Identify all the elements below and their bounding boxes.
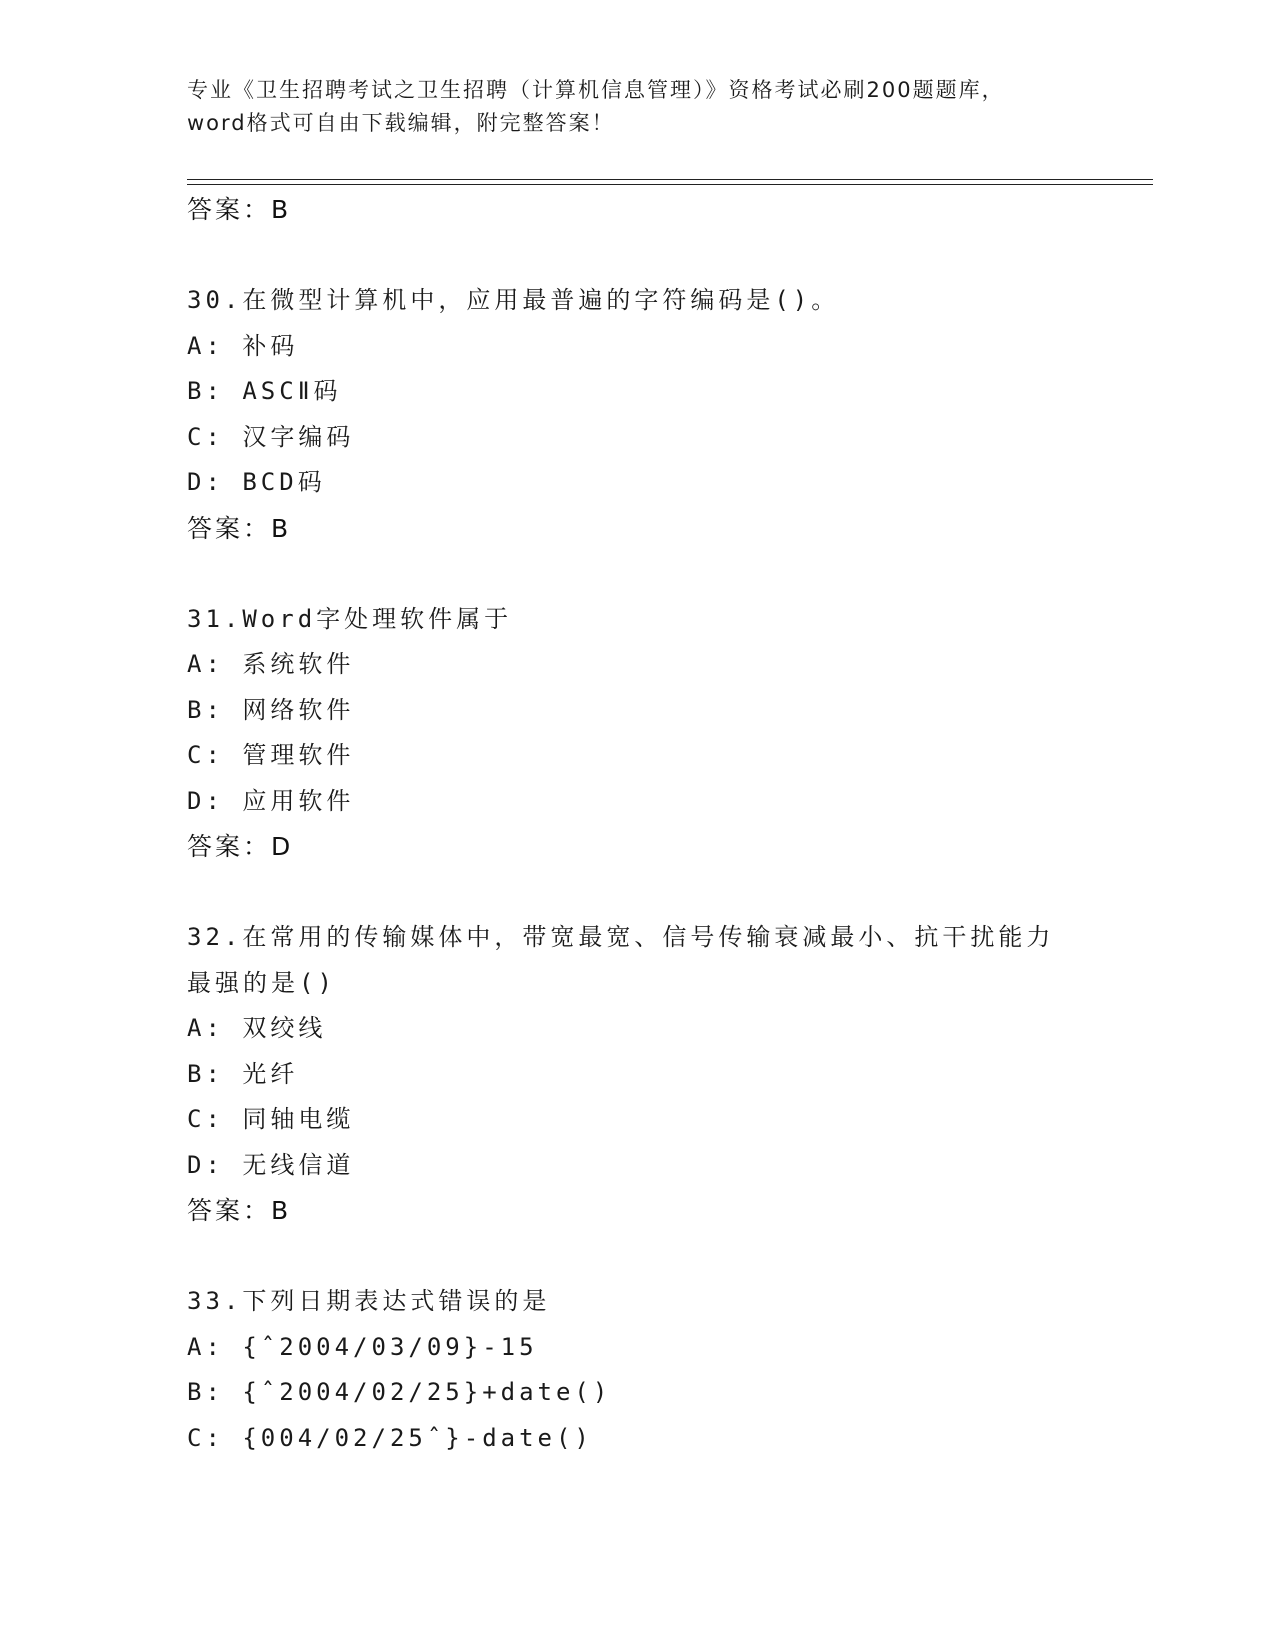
option-d: D: 应用软件 <box>187 786 355 815</box>
question-32 <box>187 915 1087 1234</box>
document-header <box>187 74 1067 140</box>
option-b: B: 光纤 <box>187 1059 299 1088</box>
answer-line: 答案：B <box>187 513 292 543</box>
question-30 <box>187 278 1087 551</box>
option-a: A: {ˆ2004/03/09}-15 <box>187 1332 538 1361</box>
option-c: C: {004/02/25ˆ}-date() <box>187 1423 593 1452</box>
option-a: A: 补码 <box>187 331 299 360</box>
option-c: C: 管理软件 <box>187 741 355 769</box>
question-31 <box>187 597 1087 870</box>
spacer <box>187 870 1087 916</box>
question-33 <box>187 1279 1087 1461</box>
option-a: A: 双绞线 <box>187 1014 327 1042</box>
question-text-line-1: 32.在常用的传输媒体中，带宽最宽、信号传输衰减最小、抗干扰能力 <box>187 923 1055 951</box>
spacer <box>187 233 1087 279</box>
option-b: B: 网络软件 <box>187 695 355 724</box>
spacer <box>187 551 1087 597</box>
header-rule-bottom <box>187 184 1153 185</box>
answer-line: 答案：B <box>187 1196 292 1225</box>
answer-line: 答案：B <box>187 195 292 224</box>
answer-line: 答案：D <box>187 832 294 861</box>
document-body <box>187 187 1087 1461</box>
header-line-1: 专业《卫生招聘考试之卫生招聘（计算机信息管理）》资格考试必刷200题题库， <box>187 78 1005 102</box>
header-line-2: word格式可自由下载编辑，附完整答案！ <box>187 111 615 135</box>
header-rule-top <box>187 179 1153 180</box>
spacer <box>187 1234 1087 1280</box>
question-text-line-2: 最强的是() <box>187 968 336 997</box>
option-b: B: {ˆ2004/02/25}+date() <box>187 1378 612 1406</box>
question-text: 31.Word字处理软件属于 <box>187 604 513 633</box>
question-text: 33.下列日期表达式错误的是 <box>187 1287 551 1315</box>
option-b: B: ASCⅡ码 <box>187 377 342 405</box>
option-c: C: 同轴电缆 <box>187 1105 355 1133</box>
option-d: D: 无线信道 <box>187 1150 355 1179</box>
question-text: 30.在微型计算机中，应用最普遍的字符编码是()。 <box>187 286 840 314</box>
option-d: D: BCD码 <box>187 468 326 496</box>
option-c: C: 汉字编码 <box>187 422 355 451</box>
option-a: A: 系统软件 <box>187 650 355 678</box>
